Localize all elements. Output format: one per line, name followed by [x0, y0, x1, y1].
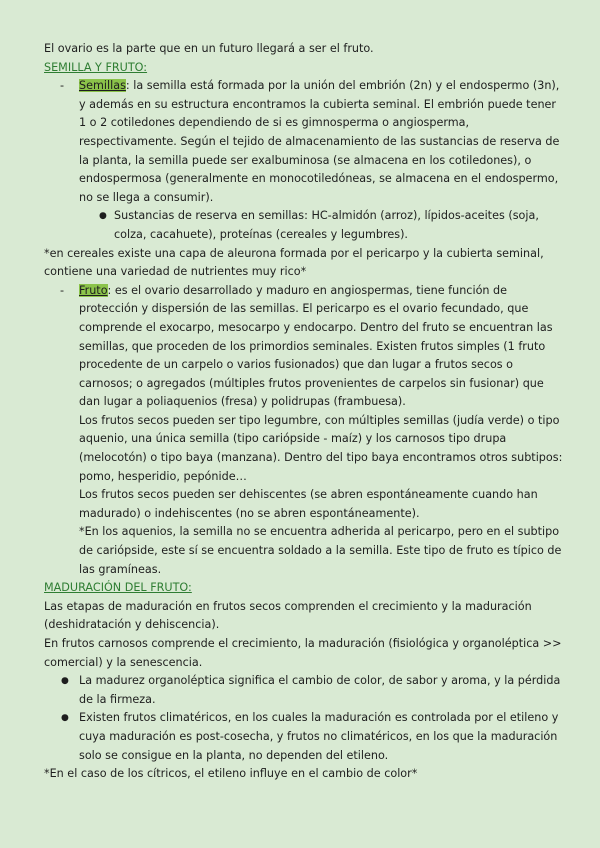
semillas-text: : la semilla está formada por la unión del embrión (2n) y el endospermo (3n), y además en su estructura encontramos la cubierta seminal. El embrión puede tener 1 o 2 cotiledones dependiendo de si es gimnosperma o angiosperma, respectivamente. Según el tejido de almacenamiento de las sustancias de reserva de la planta, la semilla puede ser exalbuminosa (se almacena en los cotiledones), o endospermosa (generalmente en monocotiledóneas, se almacena en el endospermo, no se llega a consumir).	[79, 79, 560, 204]
fruto-text: : es el ovario desarrollado y maduro en angiospermas, tiene función de protección y dispersión de las semillas. El pericarpo es el ovario fecundado, que comprende el exocarpo, mesocarpo y endocarpo. Dentro del fruto se encuentran las semillas, que proceden de los primordios seminales. Existen frutos simples (1 fruto procedente de un carpelo o varios fusionados) que dan lugar a frutos secos o carnosos; o agregados (múltiples frutos provenientes de carpelos sin fusionar) que dan lugar a poliaquenios (fresa) y polidrupas (frambuesa).	[79, 283, 553, 409]
term-fruto: Fruto	[79, 283, 108, 297]
bullet-marker: ●	[61, 676, 69, 687]
maduracion-bullet-2	[44, 709, 564, 765]
section-heading-maduracion: MADURACIÓN DEL FRUTO:	[44, 581, 192, 595]
note-citricos: *En el caso de los cítricos, el etileno influye en el cambio de color*	[44, 767, 418, 781]
fruto-para-aquenios: *En los aquenios, la semilla no se encuentra adherida al pericarpo, pero en el subtipo de cariópside, este sí se encuentra soldado a la semilla. Este tipo de fruto es típico de las gramíneas.	[79, 525, 562, 576]
term-semillas: Semillas	[79, 79, 126, 93]
intro-text: El ovario es la parte que en un futuro llegará a ser el fruto.	[44, 42, 374, 55]
note-cereales: *en cereales existe una capa de aleurona formada por el pericarpo y la cubierta seminal, contiene una variedad de nutrientes muy rico*	[44, 246, 544, 279]
bullet-text: Existen frutos climatéricos, en los cuales la maduración es controlada por el etileno y cuya maduración es post-cosecha, y frutos no climatéricos, en los que la maduración solo se consigue en la planta, no dependen del etileno.	[79, 711, 559, 762]
maduracion-para-secos: Las etapas de maduración en frutos secos comprenden el crecimiento y la maduración (deshidratación y dehiscencia).	[44, 599, 532, 632]
semillas-entry	[44, 77, 564, 207]
bullet-marker: ●	[61, 713, 69, 724]
section-heading-semilla-fruto: SEMILLA Y FRUTO:	[44, 60, 148, 74]
fruto-para-dehiscence: Los frutos secos pueden ser dehiscentes (se abren espontáneamente cuando han madurado) o indehiscentes (no se abren espontáneamente).	[79, 488, 538, 520]
reserve-substances-text: Sustancias de reserva en semillas: HC-almidón (arroz), lípidos-aceites (soja, colza, cacahuete), proteínas (cereales y legumbres).	[114, 209, 539, 241]
bullet-marker: ●	[99, 211, 107, 222]
fruto-para-types: Los frutos secos pueden ser tipo legumbre, con múltiples semillas (judía verde) o tipo aquenio, una única semilla (tipo cariópside - maíz) y los carnosos tipo drupa (melocotón) o tipo baya (manzana). Dentro del tipo baya encontramos otros subtipos: pomo, hesperidio, pepónide…	[79, 413, 563, 483]
dash-marker: -	[60, 79, 65, 93]
document-body	[44, 40, 564, 784]
fruto-entry	[44, 282, 564, 580]
maduracion-bullet-1	[44, 672, 564, 709]
bullet-text: La madurez organoléptica significa el cambio de color, de sabor y aroma, y la pérdida de la firmeza.	[79, 674, 561, 706]
dash-marker: -	[60, 283, 65, 297]
semillas-reserve-bullet	[44, 207, 564, 244]
maduracion-para-carnosos: En frutos carnosos comprende el crecimiento, la maduración (fisiológica y organoléptica >> comercial) y la senescencia.	[44, 637, 562, 669]
